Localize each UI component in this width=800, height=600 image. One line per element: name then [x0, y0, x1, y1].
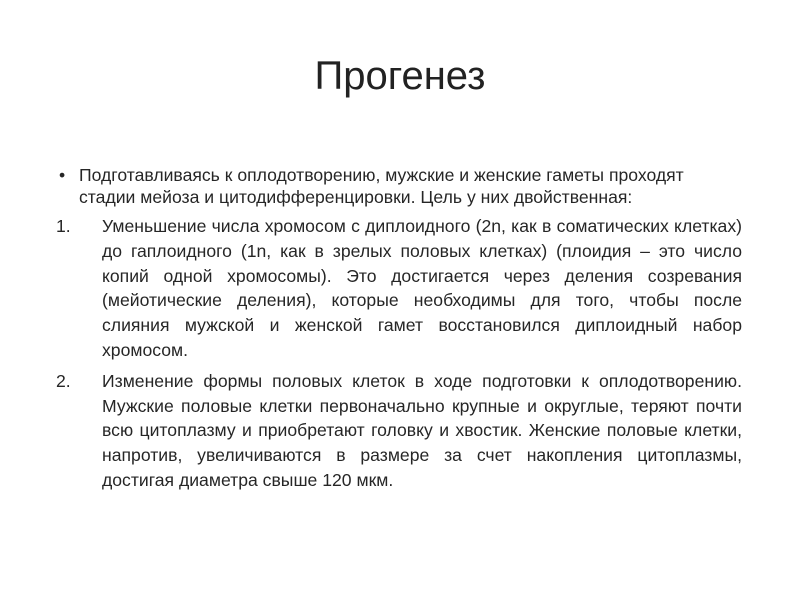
bullet-text: Подготавливаясь к оплодотворению, мужские и женские гаметы проходят стадии мейоза и цитодифференцировки. Цель у них двойственная: — [79, 165, 684, 207]
list-item — [56, 369, 742, 493]
bullet-paragraph — [56, 164, 742, 208]
list-item-number: 2. — [56, 370, 71, 391]
list-item — [56, 214, 742, 363]
slide-body — [56, 164, 742, 499]
bullet-marker: • — [59, 165, 66, 185]
list-item-number: 1. — [56, 216, 71, 236]
list-item-text: Уменьшение числа хромосом с диплоидного (2n, как в соматических клетках) до гаплоидного (1n, как в зрелых половых клетках) (плоидия – это число копий одной хромосомы). Это достигается через деления созревания (мейотические деления), которые необходимы для того, чтобы после слияния мужской и женской гамет восстановился диплоидный набор хромосом. — [102, 216, 742, 360]
slide-title: Прогенез — [314, 54, 486, 98]
list-item-text: Изменение формы половых клеток в ходе подготовки к оплодотворению. Мужские половые клетки первоначально крупные и округлые, теряют почти всю цитоплазму и приобретают головку и хвостик. Женские половые клетки, напротив, увеличиваются в размере за счет накопления цитоплазмы, достигая диаметра свыше 120 мкм. — [102, 370, 742, 490]
